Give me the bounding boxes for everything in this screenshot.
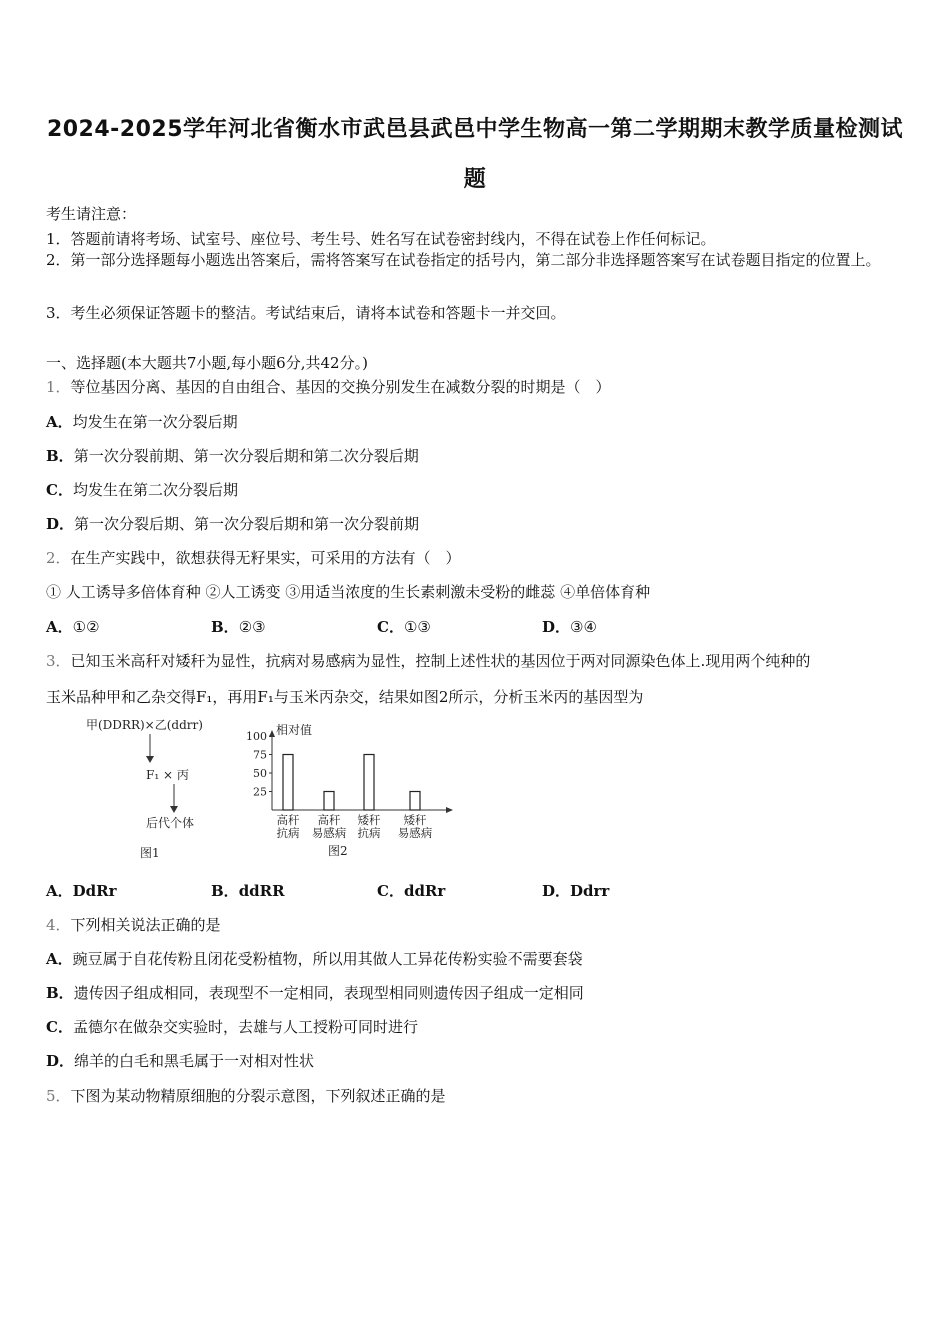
figure-2-chart xyxy=(240,718,460,866)
chart-ylabel: 相对值 xyxy=(276,723,313,737)
option-d: D．Ddrr xyxy=(542,882,610,900)
question-4 xyxy=(46,914,221,935)
x-tick-label: 易感病 xyxy=(311,826,347,840)
x-tick-label: 易感病 xyxy=(397,826,433,840)
notice-item: 2．第一部分选择题每小题选出答案后，需将答案写在试卷指定的括号内，第二部分非选择题答案写在试卷题目指定的位置上。 xyxy=(46,251,881,269)
notice-item: 1．答题前请将考场、试室号、座位号、考生号、姓名写在试卷密封线内，不得在试卷上作任何标记。 xyxy=(46,230,716,248)
x-tick-label: 矮秆 xyxy=(403,813,427,827)
x-tick-label: 抗病 xyxy=(276,826,300,840)
arrow-head xyxy=(170,806,178,813)
y-tick-label: 100 xyxy=(246,730,267,743)
bar xyxy=(324,792,334,811)
bar xyxy=(364,755,374,811)
option-a: A．DdRr xyxy=(46,882,117,900)
x-tick-label: 抗病 xyxy=(357,826,381,840)
option-a: A．均发生在第一次分裂后期 xyxy=(46,413,238,431)
chart-caption: 图2 xyxy=(328,844,348,858)
fig1-f1: F₁ × 丙 xyxy=(146,768,189,782)
y-tick-label: 75 xyxy=(253,748,267,762)
y-axis xyxy=(246,730,453,813)
option-d: D．③④ xyxy=(542,618,597,636)
option-a: A．豌豆属于自花传粉且闭花受粉植物，所以用其做人工异花传粉实验不需要套袋 xyxy=(46,950,583,968)
page-title-line1: 2024-2025学年河北省衡水市武邑县武邑中学生物高一第二学期期末教学质量检测试 xyxy=(46,117,904,142)
option-d: D．第一次分裂后期、第一次分裂后期和第一次分裂前期 xyxy=(46,515,420,533)
question-number: 2． xyxy=(46,549,71,567)
option-c: C．①③ xyxy=(377,618,431,636)
question-1 xyxy=(46,376,611,397)
x-tick-label: 高秆 xyxy=(276,813,300,827)
question-3 xyxy=(46,650,810,671)
bar xyxy=(283,755,293,811)
x-tick-label: 矮秆 xyxy=(357,813,381,827)
notice-heading: 考生请注意： xyxy=(46,205,137,223)
question-stem: 等位基因分离、基因的自由组合、基因的交换分别发生在减数分裂的时期是（ ） xyxy=(70,378,611,396)
figure-1 xyxy=(80,712,250,867)
page-title-line2: 题 xyxy=(463,167,487,192)
question-5 xyxy=(46,1085,446,1106)
y-tick-label: 50 xyxy=(253,767,267,780)
option-c: C．孟德尔在做杂交实验时，去雄与人工授粉可同时进行 xyxy=(46,1018,418,1036)
bars xyxy=(283,755,420,811)
method-list: ① 人工诱导多倍体育种 ②人工诱变 ③用适当浓度的生长素刺激未受粉的雌蕊 ④单倍体育种 xyxy=(46,583,651,601)
question-number: 3． xyxy=(46,652,71,670)
fig1-caption: 图1 xyxy=(140,846,160,860)
fig1-cross: 甲(DDRR)×乙(ddrr) xyxy=(86,718,203,732)
y-tick-label: 25 xyxy=(253,785,267,799)
question-stem: 下图为某动物精原细胞的分裂示意图，下列叙述正确的是 xyxy=(70,1087,446,1105)
option-b: B．第一次分裂前期、第一次分裂后期和第二次分裂后期 xyxy=(46,447,419,465)
bar xyxy=(410,792,420,811)
option-b: B．②③ xyxy=(211,618,266,636)
question-number: 1． xyxy=(46,378,71,396)
option-a: A．①② xyxy=(46,618,100,636)
option-c: C．均发生在第二次分裂后期 xyxy=(46,481,238,499)
question-stem: 已知玉米高秆对矮秆为显性，抗病对易感病为显性，控制上述性状的基因位于两对同源染色体上.现用两个纯种的 xyxy=(70,652,811,670)
option-b: B．ddRR xyxy=(211,882,285,900)
notice-item: 3．考生必须保证答题卡的整洁。考试结束后，请将本试卷和答题卡一并交回。 xyxy=(46,304,566,322)
fig1-offspring: 后代个体 xyxy=(146,816,195,830)
x-labels xyxy=(277,813,433,840)
question-stem: 下列相关说法正确的是 xyxy=(70,916,221,934)
question-number: 5． xyxy=(46,1087,71,1105)
section-heading: 一、选择题(本大题共7小题,每小题6分,共42分。) xyxy=(46,354,368,372)
question-stem: 在生产实践中，欲想获得无籽果实，可采用的方法有（ ） xyxy=(70,549,461,567)
question-number: 4． xyxy=(46,916,71,934)
option-b: B．遗传因子组成相同，表现型不一定相同，表现型相同则遗传因子组成一定相同 xyxy=(46,984,584,1002)
option-c: C．ddRr xyxy=(377,882,446,900)
arrow-head xyxy=(146,756,154,763)
x-axis-arrow xyxy=(446,807,453,813)
option-d: D．绵羊的白毛和黑毛属于一对相对性状 xyxy=(46,1052,315,1070)
x-tick-label: 高秆 xyxy=(317,813,341,827)
question-2 xyxy=(46,547,461,568)
question-stem-cont: 玉米品种甲和乙杂交得F₁，再用F₁与玉米丙杂交，结果如图2所示，分析玉米丙的基因型为 xyxy=(46,688,644,706)
